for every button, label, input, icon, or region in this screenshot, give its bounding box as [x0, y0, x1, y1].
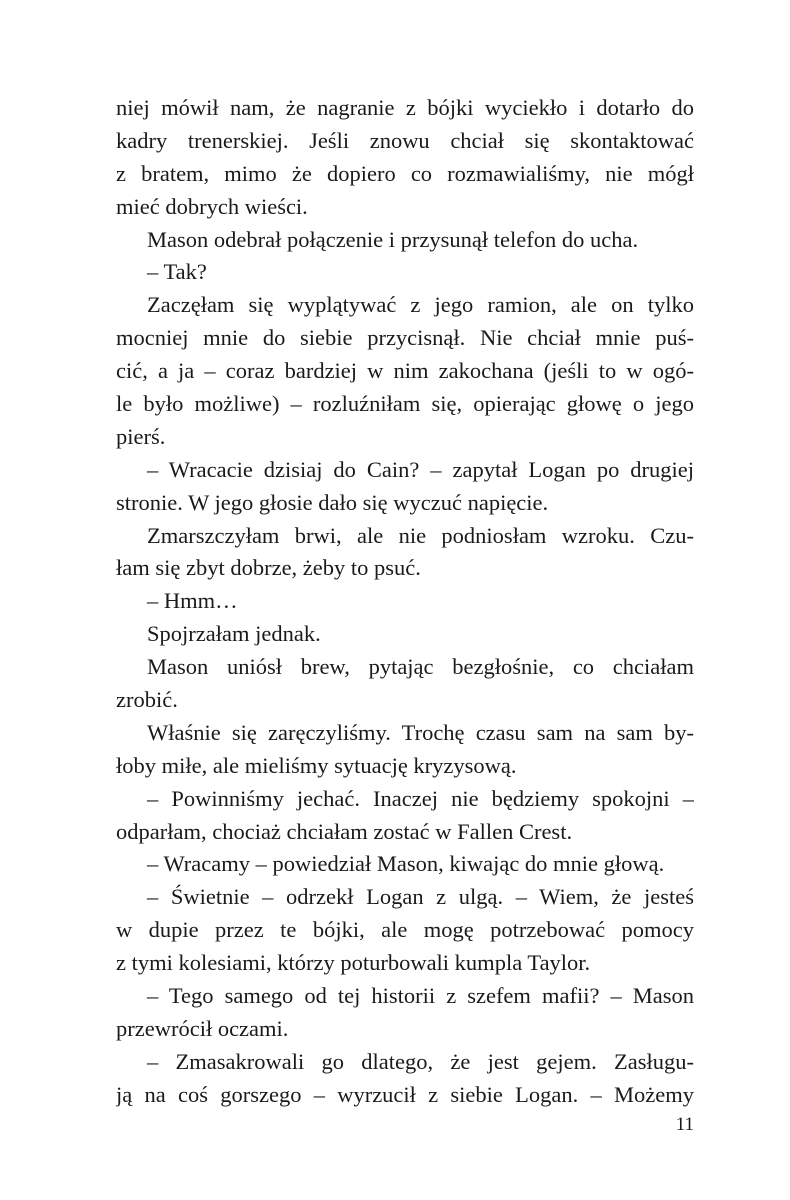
page-number: 11 [675, 1114, 694, 1135]
text-line: – Zmasakrowali go dlatego, że jest gejem. Zasługu- [147, 1048, 694, 1074]
text-line: cić, a ja – coraz bardziej w nim zakochana (jeśli to w ogó- [116, 358, 694, 384]
text-line: ją na coś gorszego – wyrzucił z siebie Logan. – Możemy [116, 1081, 694, 1107]
text-line: mieć dobrych wieści. [116, 193, 308, 219]
text-line: zrobić. [116, 687, 178, 713]
text-line: Mason odebrał połączenie i przysunął telefon do ucha. [147, 226, 639, 252]
text-line: – Tego samego od tej historii z szefem mafii? – Mason [147, 983, 694, 1009]
text-line: le było możliwe) – rozluźniłam się, opierając głowę o jego [116, 391, 694, 417]
text-line: – Wracacie dzisiaj do Cain? – zapytał Logan po drugiej [147, 456, 694, 482]
text-line: Mason uniósł brew, pytając bezgłośnie, co chciałam [147, 654, 694, 680]
text-line: – Tak? [147, 259, 207, 285]
text-line: – Wracamy – powiedział Mason, kiwając do mnie głową. [147, 851, 665, 877]
text-line: przewrócił oczami. [116, 1015, 289, 1041]
text-line: łam się zbyt dobrze, żeby to psuć. [116, 555, 421, 581]
text-line: mocniej mnie do siebie przycisnął. Nie chciał mnie puś- [116, 325, 694, 351]
text-line: pierś. [116, 423, 166, 449]
text-line: – Świetnie – odrzekł Logan z ulgą. – Wiem, że jesteś [147, 884, 694, 910]
text-line: Właśnie się zaręczyliśmy. Trochę czasu sam na sam by- [147, 719, 694, 745]
text-line: Zmarszczyłam brwi, ale nie podniosłam wzroku. Czu- [147, 522, 694, 548]
text-line: – Powinniśmy jechać. Inaczej nie będziemy spokojni – [147, 785, 694, 811]
text-line: niej mówił nam, że nagranie z bójki wyciekło i dotarło do [116, 95, 694, 120]
text-line: łoby miłe, ale mieliśmy sytuację kryzysową. [116, 752, 517, 778]
text-line: stronie. W jego głosie dało się wyczuć napięcie. [116, 489, 549, 515]
text-line: w dupie przez te bójki, ale mogę potrzebować pomocy [116, 917, 694, 943]
text-line: odparłam, chociaż chciałam zostać w Fallen Crest. [116, 818, 573, 844]
text-line: z tymi kolesiami, którzy poturbowali kumpla Taylor. [116, 950, 591, 976]
text-line: z bratem, mimo że dopiero co rozmawialiśmy, nie mógł [116, 160, 694, 186]
text-line: – Hmm… [147, 588, 238, 614]
text-line: kadry trenerskiej. Jeśli znowu chciał się skontaktować [116, 127, 694, 153]
text-line: Zaczęłam się wyplątywać z jego ramion, ale on tylko [147, 292, 694, 318]
text-line: Spojrzałam jednak. [147, 621, 321, 647]
body-text [116, 92, 694, 1112]
